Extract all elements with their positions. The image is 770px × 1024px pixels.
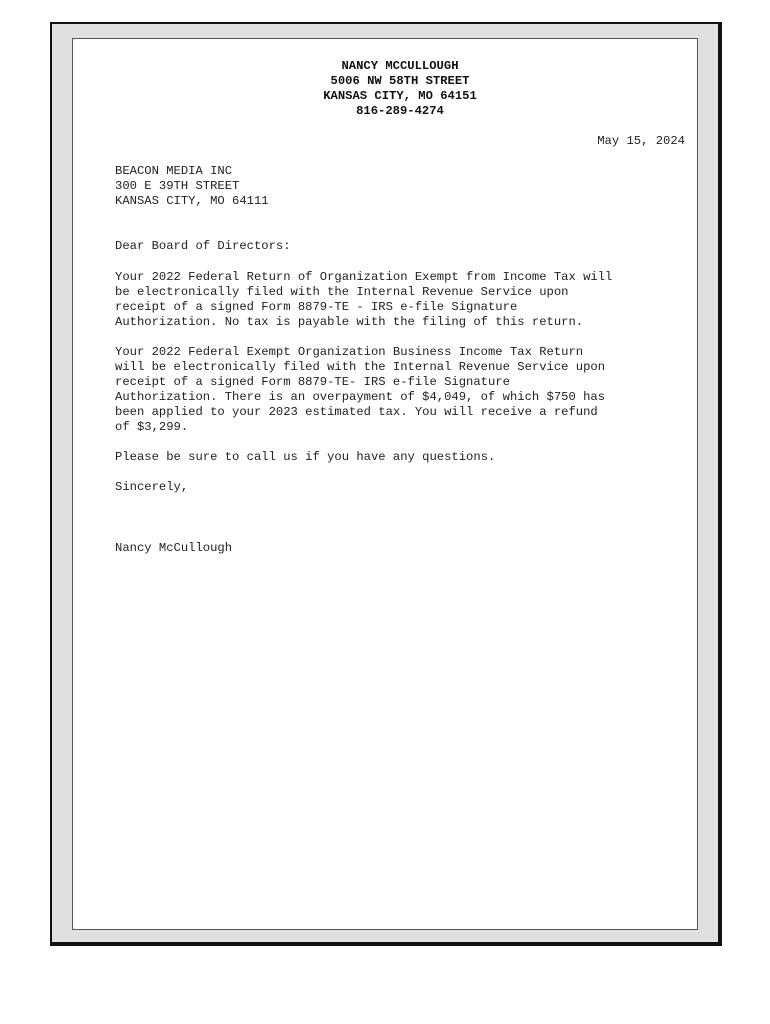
recipient-address [115, 164, 685, 209]
closing: Sincerely, [115, 480, 189, 494]
recipient-street: 300 E 39TH STREET [115, 179, 240, 193]
paragraph-exempt-return: Your 2022 Federal Return of Organization Exempt from Income Tax will be electronically filed with the Internal Revenue Service upon receipt of a signed Form 8879-TE - IRS e-file Signature Authorization. No tax is payable with the filing of this return. [115, 270, 613, 329]
paragraph-questions: Please be sure to call us if you have any questions. [115, 450, 496, 464]
sender-street: 5006 NW 58TH STREET [330, 74, 470, 88]
recipient-company: BEACON MEDIA INC [115, 164, 233, 178]
letter-page [72, 38, 698, 930]
letter-date: May 15, 2024 [597, 134, 685, 148]
recipient-city: KANSAS CITY, MO 64111 [115, 194, 269, 208]
sender-city: KANSAS CITY, MO 64151 [323, 89, 477, 103]
salutation: Dear Board of Directors: [115, 239, 291, 253]
sender-phone: 816-289-4274 [356, 104, 444, 118]
letter-body [115, 59, 685, 556]
sender-name: NANCY MCCULLOUGH [341, 59, 459, 73]
paragraph-business-income-return: Your 2022 Federal Exempt Organization Business Income Tax Return will be electronically filed with the Internal Revenue Service upon receipt of a signed Form 8879-TE- IRS e-file Signature Authorization. There is an overpayment of $4,049, of which $750 has been applied to your 2023 estimated tax. You will receive a refund of $3,299. [115, 345, 606, 434]
signer-name: Nancy McCullough [115, 541, 233, 555]
letterhead [115, 59, 685, 119]
page-frame [50, 22, 722, 946]
